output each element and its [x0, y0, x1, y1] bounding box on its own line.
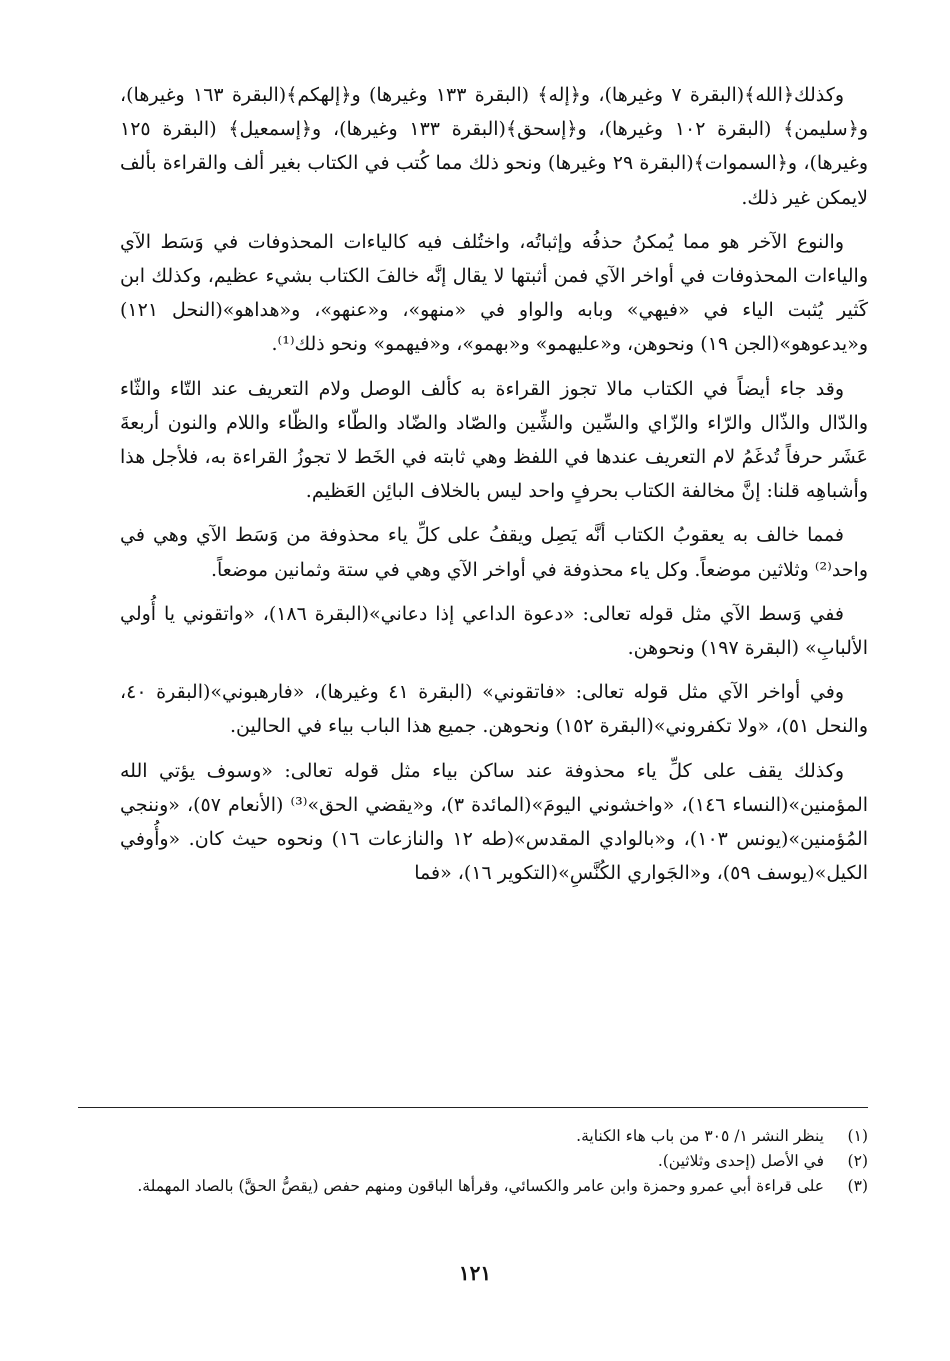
paragraph-3: وقد جاء أيضاً في الكتاب مالا تجوز القراءة به كألف الوصل ولام التعريف عند التّاء والثّاء والدّال والذّال والرّاء والزّاي والسِّين والشِّين والصّاد والضّاد والطّاء والظّاء واللام والنون أربعةَ عَشَر حرفاً تُدغَمُ لام التعريف عندها في اللفظ وهي ثابته في الخَط لا تجوزُ القراءة به، فلأجل هذا وأشباهِه قلنا: إنَّ مخالفة الكتاب بحرفٍ واحد ليس بالخلاف البائِن العَظيم.: [120, 377, 868, 503]
main-text: [120, 78, 868, 900]
paragraph-4: فمما خالف به يعقوبُ الكتاب أنَّه يَصِل ويقفُ على كلِّ ياء محذوفة من وَسَط الآي وهي في واحد⁽²⁾ وثلاثين موضعاً. وكل ياء محذوفة في أواخر الآي وهي في ستة وثمانين موضعاً.: [120, 524, 868, 581]
paragraph-2: والنوع الآخر هو مما يُمكنُ حذفُه وإثباتُه، واختُلف فيه كالياءات المحذوفات في وَسَط الآي والياءات المحذوفات في أواخر الآي فمن أثبتها لا يقال إنَّه خالفَ الكتاب بشيء عظيم، وكذلك ابن كَثير يُثبت الياء في «فيهي» وبابه والواو في «منهو»، و«عنهو»، و«هداهو»(النحل ١٢١) و«يدعوهو»(الجن ١٩) ونحوهن، و«عليهمو» و«بهمو»، و«فيهمو» ونحو ذلك⁽¹⁾.: [120, 230, 868, 356]
footnote-number: (٣): [847, 1177, 868, 1195]
footnote-text: في الأصل (إحدى وثلاثين).: [657, 1152, 824, 1170]
footnote-divider: [78, 1107, 868, 1108]
footnote-text: ينظر النشر ١/ ٣٠٥ من باب هاء الكناية.: [576, 1127, 824, 1145]
footnotes: [120, 1124, 868, 1199]
paragraph-7: وكذلك يقف على كلِّ ياء محذوفة عند ساكن بياء مثل قوله تعالى: «وسوف يؤتي الله المؤمنين»(النساء ١٤٦)، «واخشوني اليومَ»(المائدة ٣)، و«يقضي الحق»⁽³⁾ (الأنعام ٥٧)، «وننجي المُؤمنين»(يونس ١٠٣)، و«بالوادي المقدس»(طه ١٢ والنازعات ١٦) ونحوه حيث كان. «وأُوفي الكيل»(يوسف ٥٩)، و«الجَواري الكُنَّسِ»(التكوير ١٦)، «فما: [120, 759, 869, 885]
paragraph-6: وفي أواخر الآي مثل قوله تعالى: «فاتقوني» (البقرة ٤١ وغيرها)، «فارهبوني»(البقرة ٤٠، والنحل ٥١)، «ولا تكفروني»(البقرة ١٥٢) ونحوهن. جميع هذا الباب بياء في الحالين.: [120, 681, 868, 738]
footnote-3: [120, 1174, 868, 1199]
footnote-2: [120, 1149, 868, 1174]
footnote-number: (١): [847, 1127, 868, 1145]
paragraph-5: ففي وَسط الآي مثل قوله تعالى: «دعوة الداعي إذا دعاني»(البقرة ١٨٦)، «واتقوني يا أُولي الألبابِ» (البقرة ١٩٧) ونحوهن.: [120, 602, 868, 660]
footnote-text: على قراءة أبي عمرو وحمزة وابن عامر والكسائي، وقرأها الباقون ومنهم حفص (يقصُّ الحقَّ) بالصاد المهملة.: [137, 1177, 824, 1195]
footnote-1: [120, 1124, 868, 1149]
page-number: ١٢١: [458, 1261, 492, 1285]
footnote-number: (٢): [847, 1152, 868, 1170]
paragraph-1: وكذلك﴿الله﴾(البقرة ٧ وغيرها)، و﴿إله﴾ (البقرة ١٣٣ وغيرها) و﴿إلهكم﴾(البقرة ١٦٣ وغيرها)، و﴿سليمن﴾ (البقرة ١٠٢ وغيرها)، و﴿إسحق﴾(البقرة ١٣٣ وغيرها)، و﴿إسمعيل﴾ (البقرة ١٢٥ وغيرها)، و﴿السموات﴾(البقرة ٢٩ وغيرها) ونحو ذلك مما كُتب في الكتاب بغير ألف والقراءة بألف لايمكن غير ذلك.: [120, 84, 869, 209]
